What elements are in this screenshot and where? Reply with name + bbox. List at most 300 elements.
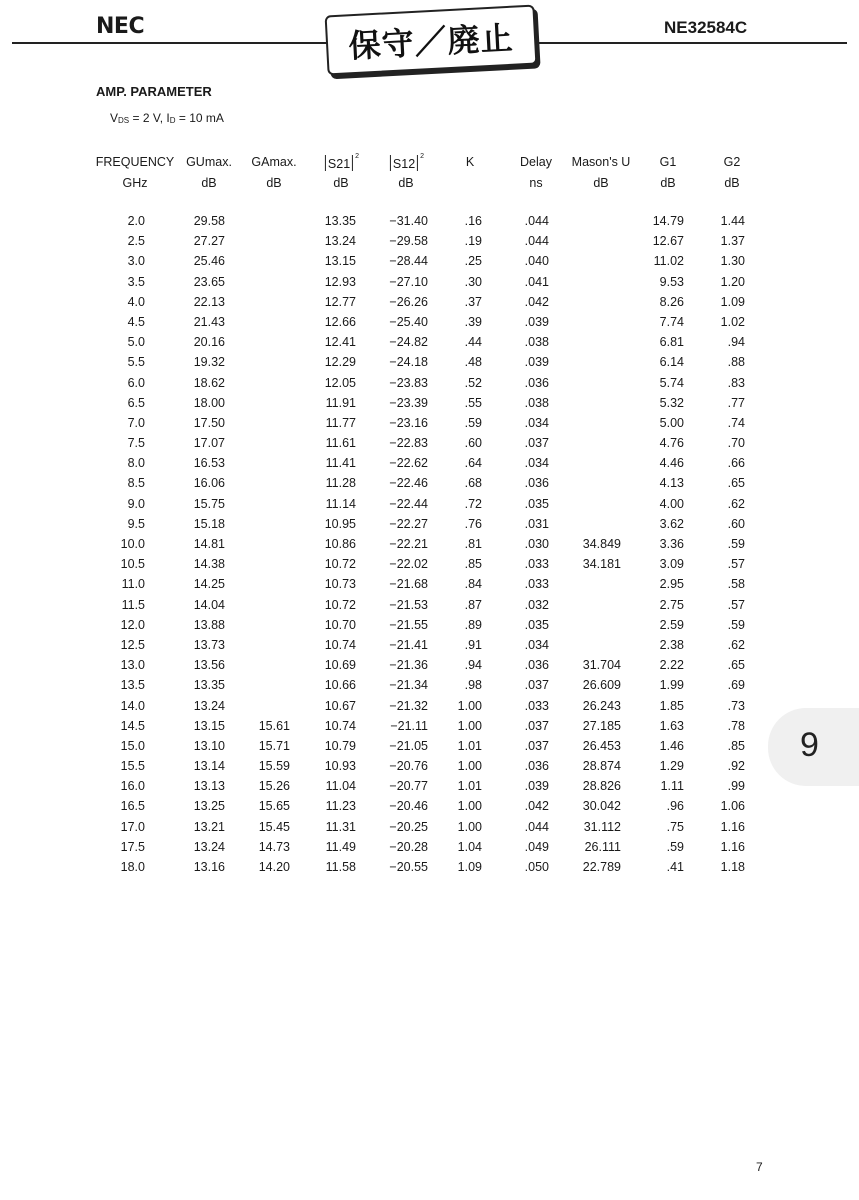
cell-s21: 10.86 <box>324 537 356 551</box>
cell-masons-u: 34.849 <box>582 537 621 551</box>
cell-g1: 2.38 <box>659 637 684 652</box>
cell-delay: .036 <box>524 476 549 491</box>
cell-delay: .038 <box>524 395 549 410</box>
cell-gumax: 13.21 <box>193 819 225 834</box>
cell-frequency: 5.5 <box>127 355 145 370</box>
cell-g1: .41 <box>666 860 684 874</box>
cell-frequency: 14.0 <box>120 698 145 713</box>
cell-masons-u: 34.181 <box>582 557 621 572</box>
cell-k: .52 <box>464 375 482 390</box>
cell-delay: .040 <box>524 254 549 269</box>
cell-s21: 10.70 <box>324 617 356 632</box>
cell-gamax: 15.61 <box>258 718 290 733</box>
unit-gamax: dB <box>266 176 282 190</box>
cell-delay: .042 <box>524 294 549 309</box>
table-row <box>0 234 859 254</box>
header-frequency: FREQUENCY <box>95 155 175 169</box>
cell-k: .85 <box>464 557 482 572</box>
cell-frequency: 4.0 <box>127 294 145 309</box>
cell-s12: −25.40 <box>389 314 428 329</box>
cell-delay: .034 <box>524 637 549 652</box>
cell-k: .37 <box>464 294 482 309</box>
cell-g1: 4.76 <box>659 436 684 451</box>
cell-s12: −29.58 <box>389 234 428 249</box>
cell-frequency: 9.0 <box>127 496 145 511</box>
cell-g2: .99 <box>727 779 745 794</box>
cell-g1: 11.02 <box>653 254 684 269</box>
cell-delay: .032 <box>524 597 549 612</box>
cell-frequency: 2.5 <box>127 234 145 249</box>
cell-masons-u: 22.789 <box>582 860 621 874</box>
cell-s21: 10.74 <box>324 637 356 652</box>
cell-gumax: 14.81 <box>193 537 225 551</box>
cell-frequency: 3.0 <box>127 254 145 269</box>
cell-s21: 11.41 <box>325 456 356 471</box>
cell-s12: −22.02 <box>389 557 428 572</box>
nec-logo: NEC <box>96 14 145 39</box>
cell-s21: 10.95 <box>324 516 356 531</box>
table-row <box>0 295 859 315</box>
cell-g2: .85 <box>727 738 745 753</box>
table-row <box>0 416 859 436</box>
cell-s12: −20.46 <box>389 799 428 814</box>
cell-k: .98 <box>464 678 482 693</box>
table-row <box>0 840 859 860</box>
cell-s12: −28.44 <box>389 254 428 269</box>
cell-g2: 1.09 <box>720 294 745 309</box>
cell-delay: .049 <box>524 839 549 854</box>
cell-g1: 5.74 <box>659 375 684 390</box>
cell-g1: 6.14 <box>659 355 684 370</box>
amp-parameter-table <box>0 214 859 880</box>
cell-gumax: 21.43 <box>193 314 225 329</box>
cell-k: .91 <box>464 637 482 652</box>
cell-frequency: 14.5 <box>120 718 145 733</box>
cell-frequency: 8.5 <box>127 476 145 491</box>
cell-k: .87 <box>464 597 482 612</box>
cell-s21: 10.73 <box>324 577 356 592</box>
table-row <box>0 456 859 476</box>
cell-g2: 1.16 <box>720 839 745 854</box>
cell-g1: 2.59 <box>659 617 684 632</box>
cell-s12: −21.41 <box>389 637 428 652</box>
table-row <box>0 436 859 456</box>
cell-k: .39 <box>464 314 482 329</box>
cell-s12: −22.21 <box>389 537 428 551</box>
cell-gumax: 15.75 <box>193 496 225 511</box>
cell-g1: 4.13 <box>659 476 684 491</box>
cell-delay: .039 <box>524 779 549 794</box>
cell-delay: .036 <box>524 375 549 390</box>
cell-g1: 6.81 <box>659 335 684 350</box>
cell-k: .81 <box>464 537 482 551</box>
cell-s21: 11.31 <box>325 819 356 834</box>
cell-frequency: 8.0 <box>127 456 145 471</box>
table-row <box>0 719 859 739</box>
cell-delay: .037 <box>524 718 549 733</box>
cell-delay: .039 <box>524 314 549 329</box>
cell-g1: .59 <box>666 839 684 854</box>
cell-s12: −24.82 <box>389 335 428 350</box>
cell-g2: .66 <box>727 456 745 471</box>
table-row <box>0 315 859 335</box>
cell-gumax: 13.24 <box>193 698 225 713</box>
cell-gamax: 15.59 <box>258 759 290 774</box>
unit-s12: dB <box>398 176 414 190</box>
cell-s12: −20.28 <box>389 839 428 854</box>
unit-g2: dB <box>724 176 740 190</box>
header-s12: $S12^2$ <box>388 155 424 171</box>
cell-frequency: 10.5 <box>120 557 145 572</box>
section-tab-number: 9 <box>800 726 819 764</box>
cell-g1: 4.46 <box>659 456 684 471</box>
unit-g1: dB <box>660 176 676 190</box>
cell-k: .44 <box>464 335 482 350</box>
cell-g2: .60 <box>727 516 745 531</box>
cell-g2: 1.30 <box>720 254 745 269</box>
cell-frequency: 17.5 <box>120 839 145 854</box>
table-row <box>0 658 859 678</box>
cell-s12: −23.39 <box>389 395 428 410</box>
cell-masons-u: 26.609 <box>582 678 621 693</box>
cell-delay: .037 <box>524 436 549 451</box>
cell-s21: 13.15 <box>324 254 356 269</box>
cell-s21: 10.67 <box>324 698 356 713</box>
cell-delay: .035 <box>524 496 549 511</box>
cell-s12: −20.76 <box>389 759 428 774</box>
cell-delay: .034 <box>524 415 549 430</box>
cell-delay: .036 <box>524 759 549 774</box>
cell-k: 1.00 <box>457 698 482 713</box>
cell-frequency: 10.0 <box>120 537 145 551</box>
cell-s21: 11.58 <box>325 860 356 874</box>
cell-frequency: 17.0 <box>120 819 145 834</box>
cell-gumax: 13.13 <box>193 779 225 794</box>
table-row <box>0 335 859 355</box>
cell-frequency: 4.5 <box>127 314 145 329</box>
section-title: AMP. PARAMETER <box>96 84 212 99</box>
cell-g2: .57 <box>727 597 745 612</box>
cell-g1: 1.63 <box>659 718 684 733</box>
cell-s12: −23.16 <box>389 415 428 430</box>
table-row <box>0 820 859 840</box>
cell-s12: −21.53 <box>389 597 428 612</box>
table-row <box>0 476 859 496</box>
unit-s21: dB <box>333 176 349 190</box>
cell-g2: .88 <box>727 355 745 370</box>
cell-s12: −22.44 <box>389 496 428 511</box>
cell-delay: .044 <box>524 214 549 228</box>
cell-gumax: 22.13 <box>193 294 225 309</box>
cell-frequency: 13.5 <box>120 678 145 693</box>
cell-s12: −21.36 <box>389 658 428 673</box>
cell-delay: .037 <box>524 678 549 693</box>
cell-s12: −22.62 <box>389 456 428 471</box>
cell-gumax: 15.18 <box>193 516 225 531</box>
header-g1: G1 <box>659 155 677 169</box>
cell-gumax: 23.65 <box>193 274 225 289</box>
cell-k: 1.00 <box>457 819 482 834</box>
table-row <box>0 759 859 779</box>
cell-s12: −20.77 <box>389 779 428 794</box>
cell-frequency: 7.5 <box>127 436 145 451</box>
cell-k: .48 <box>464 355 482 370</box>
cell-frequency: 15.0 <box>120 738 145 753</box>
cell-s21: 12.29 <box>324 355 356 370</box>
table-row <box>0 678 859 698</box>
cell-gumax: 14.38 <box>193 557 225 572</box>
cell-g1: 14.79 <box>652 214 684 228</box>
cell-gumax: 25.46 <box>193 254 225 269</box>
cell-k: .19 <box>464 234 482 249</box>
cell-s21: 13.24 <box>324 234 356 249</box>
cell-s21: 10.72 <box>324 557 356 572</box>
cell-g1: 1.46 <box>659 738 684 753</box>
cell-gumax: 13.10 <box>193 738 225 753</box>
cell-gamax: 15.71 <box>258 738 290 753</box>
table-row <box>0 739 859 759</box>
part-number: NE32584C <box>664 18 748 37</box>
cell-g1: 5.32 <box>659 395 684 410</box>
cell-frequency: 2.0 <box>127 214 145 228</box>
cell-gumax: 14.04 <box>193 597 225 612</box>
cell-g1: 1.11 <box>660 779 684 794</box>
table-row <box>0 517 859 537</box>
header-g2: G2 <box>723 155 741 169</box>
cell-g1: 1.29 <box>659 759 684 774</box>
cell-gumax: 18.62 <box>193 375 225 390</box>
cell-g2: .62 <box>727 496 745 511</box>
table-row <box>0 497 859 517</box>
cell-g2: .92 <box>727 759 745 774</box>
cell-s21: 11.91 <box>325 395 356 410</box>
cell-g2: 1.06 <box>720 799 745 814</box>
cell-masons-u: 31.112 <box>583 819 621 834</box>
cell-frequency: 6.0 <box>127 375 145 390</box>
cell-s12: −21.32 <box>389 698 428 713</box>
cell-s21: 12.93 <box>324 274 356 289</box>
cell-k: .25 <box>464 254 482 269</box>
cell-delay: .038 <box>524 335 549 350</box>
cell-g2: .65 <box>727 658 745 673</box>
cell-k: .72 <box>464 496 482 511</box>
header-masons-u: Mason's U <box>571 155 631 169</box>
cell-s21: 10.69 <box>324 658 356 673</box>
cell-g2: .74 <box>727 415 745 430</box>
cell-s12: −21.68 <box>389 577 428 592</box>
cell-g1: 4.00 <box>659 496 684 511</box>
table-row <box>0 537 859 557</box>
cell-frequency: 11.5 <box>121 597 145 612</box>
table-row <box>0 275 859 295</box>
cell-delay: .033 <box>524 698 549 713</box>
cell-k: .59 <box>464 415 482 430</box>
cell-delay: .039 <box>524 355 549 370</box>
cell-gamax: 14.73 <box>258 839 290 854</box>
cell-g2: .73 <box>727 698 745 713</box>
cell-masons-u: 28.874 <box>582 759 621 774</box>
cell-delay: .030 <box>524 537 549 551</box>
cell-s12: −24.18 <box>389 355 428 370</box>
cell-g1: 3.62 <box>659 516 684 531</box>
cell-delay: .034 <box>524 456 549 471</box>
cell-s12: −21.34 <box>389 678 428 693</box>
cell-k: .16 <box>464 214 482 228</box>
cell-s21: 11.61 <box>325 436 356 451</box>
cell-masons-u: 26.243 <box>582 698 621 713</box>
cell-s21: 10.93 <box>324 759 356 774</box>
cell-k: 1.00 <box>457 759 482 774</box>
unit-frequency: GHz <box>122 176 148 190</box>
cell-s21: 11.28 <box>325 476 356 491</box>
cell-s21: 12.41 <box>324 335 356 350</box>
cell-masons-u: 26.453 <box>582 738 621 753</box>
cell-s12: −22.27 <box>389 516 428 531</box>
cell-g2: 1.37 <box>720 234 745 249</box>
cell-g1: 8.26 <box>659 294 684 309</box>
cell-k: 1.00 <box>457 799 482 814</box>
discontinued-stamp: 保守／廃止 <box>325 5 538 76</box>
cell-g1: 9.53 <box>659 274 684 289</box>
cell-gumax: 17.50 <box>193 415 225 430</box>
cell-gumax: 14.25 <box>193 577 225 592</box>
cell-k: .64 <box>464 456 482 471</box>
cell-g2: 1.16 <box>720 819 745 834</box>
cell-delay: .033 <box>524 577 549 592</box>
cell-frequency: 3.5 <box>127 274 145 289</box>
cell-gumax: 19.32 <box>193 355 225 370</box>
cell-gumax: 13.15 <box>193 718 225 733</box>
cell-frequency: 5.0 <box>127 335 145 350</box>
cell-g2: 1.20 <box>720 274 745 289</box>
cell-g2: 1.02 <box>720 314 745 329</box>
cell-g2: .59 <box>727 537 745 551</box>
cell-g1: 3.09 <box>659 557 684 572</box>
header-delay: Delay <box>520 155 552 169</box>
cell-g1: .75 <box>666 819 684 834</box>
cell-s21: 13.35 <box>324 214 356 228</box>
cell-g2: .94 <box>727 335 745 350</box>
cell-gumax: 29.58 <box>193 214 225 228</box>
cell-g2: .77 <box>727 395 745 410</box>
cell-delay: .041 <box>524 274 549 289</box>
table-row <box>0 618 859 638</box>
cell-g1: 1.85 <box>659 698 684 713</box>
cell-delay: .042 <box>524 799 549 814</box>
cell-k: 1.09 <box>457 860 482 874</box>
cell-gumax: 13.24 <box>193 839 225 854</box>
table-row <box>0 254 859 274</box>
cell-delay: .033 <box>524 557 549 572</box>
cell-k: 1.01 <box>457 738 482 753</box>
cell-s21: 11.04 <box>325 779 356 794</box>
cell-gumax: 16.53 <box>193 456 225 471</box>
cell-masons-u: 30.042 <box>582 799 621 814</box>
cell-frequency: 12.5 <box>120 637 145 652</box>
cell-gumax: 20.16 <box>193 335 225 350</box>
cell-g2: .70 <box>727 436 745 451</box>
cell-g2: .65 <box>727 476 745 491</box>
cell-masons-u: 26.111 <box>584 839 621 854</box>
cell-delay: .037 <box>524 738 549 753</box>
cell-gumax: 13.35 <box>193 678 225 693</box>
table-row <box>0 396 859 416</box>
cell-g2: .58 <box>727 577 745 592</box>
cell-delay: .031 <box>524 516 549 531</box>
cell-frequency: 16.5 <box>120 799 145 814</box>
cell-k: .60 <box>464 436 482 451</box>
cell-masons-u: 27.185 <box>582 718 621 733</box>
cell-s21: 11.23 <box>325 799 356 814</box>
cell-frequency: 16.0 <box>120 779 145 794</box>
cell-s12: −27.10 <box>389 274 428 289</box>
cell-delay: .036 <box>524 658 549 673</box>
cell-frequency: 7.0 <box>127 415 145 430</box>
cell-masons-u: 31.704 <box>582 658 621 673</box>
table-row <box>0 799 859 819</box>
page-number: 7 <box>756 1160 763 1174</box>
cell-k: .30 <box>464 274 482 289</box>
cell-gumax: 13.88 <box>193 617 225 632</box>
cell-k: .55 <box>464 395 482 410</box>
cell-g1: 2.22 <box>659 658 684 673</box>
cell-g1: 7.74 <box>659 314 684 329</box>
cell-g2: 1.18 <box>720 860 745 874</box>
cell-frequency: 15.5 <box>120 759 145 774</box>
cell-s21: 10.66 <box>324 678 356 693</box>
bias-conditions: $V_{DS} = 2$ V, $I_D = 10$ mA <box>110 111 224 125</box>
cell-s12: −22.83 <box>389 436 428 451</box>
cell-gamax: 14.20 <box>258 860 290 874</box>
cell-frequency: 11.0 <box>121 577 145 592</box>
cell-delay: .050 <box>524 860 549 874</box>
unit-gumax: dB <box>201 176 217 190</box>
cell-s21: 11.77 <box>325 415 356 430</box>
cell-g2: .62 <box>727 637 745 652</box>
cell-k: 1.04 <box>457 839 482 854</box>
table-row <box>0 577 859 597</box>
cell-frequency: 9.5 <box>127 516 145 531</box>
cell-k: .76 <box>464 516 482 531</box>
cell-s12: −20.25 <box>389 819 428 834</box>
header-gumax: GUmax. <box>186 155 232 169</box>
table-row <box>0 376 859 396</box>
cell-gumax: 17.07 <box>193 436 225 451</box>
cell-s12: −23.83 <box>389 375 428 390</box>
cell-gumax: 13.14 <box>193 759 225 774</box>
cell-s12: −31.40 <box>389 214 428 228</box>
cell-s21: 10.72 <box>324 597 356 612</box>
cell-frequency: 6.5 <box>127 395 145 410</box>
cell-frequency: 18.0 <box>120 860 145 874</box>
cell-g1: 12.67 <box>652 234 684 249</box>
cell-g1: 2.95 <box>659 577 684 592</box>
cell-s12: −21.55 <box>389 617 428 632</box>
cell-g1: .96 <box>666 799 684 814</box>
cell-delay: .035 <box>524 617 549 632</box>
header-gamax: GAmax. <box>251 155 297 169</box>
cell-gumax: 27.27 <box>193 234 225 249</box>
table-row <box>0 355 859 375</box>
cell-s12: −21.11 <box>390 718 428 733</box>
cell-frequency: 13.0 <box>120 658 145 673</box>
cell-masons-u: 28.826 <box>582 779 621 794</box>
cell-s21: 10.79 <box>324 738 356 753</box>
cell-s12: −22.46 <box>389 476 428 491</box>
cell-g1: 5.00 <box>659 415 684 430</box>
cell-delay: .044 <box>524 819 549 834</box>
cell-gumax: 13.25 <box>193 799 225 814</box>
